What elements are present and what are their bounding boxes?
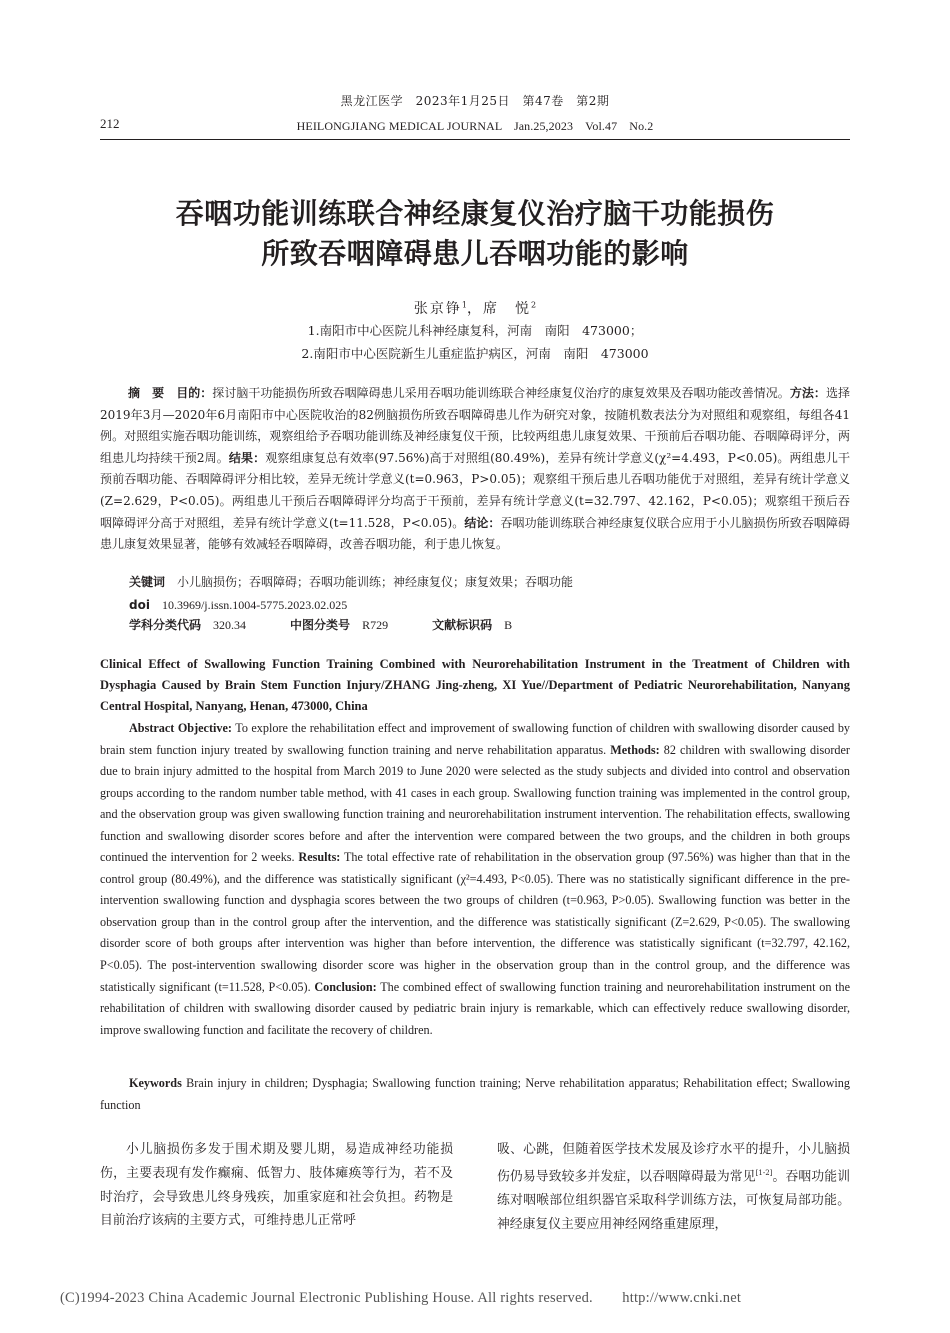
abstract-en-methods-label: Methods: <box>610 742 660 757</box>
abstract-en-objective: To explore the rehabilitation effect and improvement of swallowing function of children with swallowing disorder caused by brain stem function injury treated by swallowing function training and nerve rehabilitation apparatus. <box>100 721 851 757</box>
abstract-en-results-label: Results: <box>298 850 341 865</box>
keywords-cn-label: 关键词 <box>129 575 166 589</box>
abstract-cn-objective-label: 目的： <box>176 386 213 400</box>
abstract-cn-label: 摘 要 <box>128 386 165 400</box>
author-list <box>100 298 850 318</box>
header-rule <box>100 139 850 140</box>
subject-code-label: 学科分类代码 <box>129 618 202 632</box>
keywords-cn-text: 小儿脑损伤；吞咽障碍；吞咽功能训练；神经康复仪；康复效果；吞咽功能 <box>177 575 574 589</box>
english-title: Clinical Effect of Swallowing Function Training Combined with Neurorehabilitation Instrument in the Treatment of Children with Dysphagia Caused by Brain Stem Function Injury/ZHANG Jing-zheng, XI Yue//Department of Pediatric Neurorehabilitation, Nanyang Central Hospital, Nanyang, Henan, 473000, China <box>100 657 850 713</box>
abstract-cn-result: 观察组康复总有效率(97.56%)高于对照组(80.49%)，差异有统计学意义(χ²=4.493，P<0.05)。两组患儿干预前吞咽功能、吞咽障碍评分相比较，差异无统计学意义(t=0.963，P>0.05)；观察组干预后患儿吞咽功能优于对照组，差异有统计学意义(Z=2.629，P<0.05)。两组患儿干预后吞咽障碍评分均高于干预前，差异有统计学意义(t=32.797、42.162，P<0.05)；观察组干预后吞咽障碍评分高于对照组，差异有统计学意义(t=11.528，P<0.05)。 <box>100 450 850 530</box>
author-1-affil: 1 <box>461 300 467 310</box>
title-line-2: 所致吞咽障碍患儿吞咽功能的影响 <box>261 237 689 270</box>
doc-code-label: 文献标识码 <box>432 618 493 632</box>
page-number: 212 <box>100 116 120 131</box>
doi-value[interactable]: 10.3969/j.issn.1004-5775.2023.02.025 <box>161 598 348 612</box>
abstract-cn-method-label: 方法： <box>789 386 826 400</box>
abstract-cn-conclusion-label: 结论： <box>464 515 501 530</box>
abstract-en-methods: 82 children with swallowing disorder due to brain injury admitted to the hospital from March 2019 to June 2020 were selected as the study subjects and divided into control and observation groups according to the random number table method, with 41 cases in each group. Swallowing function training was implemented in the control group, and the observation group was given swallowing function training and neurorehabilitation instrument intervention. The rehabilitation effects, swallowing function and swallowing disorder scores before and after the intervention were compared between the two groups, and the children in both groups continued the intervention for 2 weeks. <box>100 742 850 865</box>
classification-line <box>129 616 512 633</box>
author-1: 张京铮 <box>413 301 462 317</box>
doi-label: doi <box>129 598 150 612</box>
body-column-right <box>497 1138 850 1236</box>
keywords-en-text: Brain injury in children; Dysphagia; Swallowing function training; Nerve rehabilitation apparatus; Rehabilitation effect; Swallowing function <box>100 1076 850 1112</box>
abstract-cn-method: 选择2019年3月—2020年6月南阳市中心医院收治的82例脑损伤所致吞咽障碍患儿作为研究对象，按随机数表法分为对照组和观察组，每组各41例。对照组实施吞咽功能训练，观察组给予吞咽功能训练及神经康复仪干预，比较两组患儿康复效果、干预前后吞咽功能、吞咽障碍评分，两组患儿均持续干预2周。 <box>100 386 850 465</box>
author-2-affil: 2 <box>531 300 537 310</box>
keywords-cn <box>129 573 849 590</box>
subject-code-value: 320.34 <box>213 618 247 632</box>
clc-value: R729 <box>362 618 389 632</box>
author-2: 席 悦 <box>483 301 531 317</box>
affiliation-2: 2.南阳市中心医院新生儿重症监护病区，河南 南阳 473000 <box>301 346 649 361</box>
abstract-cn-result-label: 结果： <box>228 450 266 465</box>
author-separator: ， <box>467 301 483 317</box>
copyright-footer: (C)1994-2023 China Academic Journal Electronic Publishing House. All rights reserved. http://www.cnki.net <box>60 1290 742 1306</box>
citation[interactable]: [1-2] <box>755 1168 773 1177</box>
doi-line <box>129 596 347 613</box>
body-right-part2: 。吞咽功能训练对咽喉部位组织器官采取科学训练方法，可恢复局部功能。神经康复仪主要应用神经网络重建原理， <box>497 1169 851 1232</box>
abstract-cn-conclusion: 吞咽功能训练联合神经康复仪联合应用于小儿脑损伤所致吞咽障碍患儿康复效果显著，能够有效减轻吞咽障碍，改善吞咽功能，利于患儿恢复。 <box>100 515 850 552</box>
abstract-en <box>100 718 850 1041</box>
abstract-en-objective-label: Objective: <box>177 721 232 735</box>
abstract-cn <box>100 383 850 556</box>
title-line-1: 吞咽功能训练联合神经康复仪治疗脑干功能损伤 <box>175 197 775 230</box>
journal-header-en: HEILONGJIANG MEDICAL JOURNAL Jan.25,2023 Vol.47 No.2 <box>296 119 654 133</box>
abstract-cn-objective: 探讨脑干功能损伤所致吞咽障碍患儿采用吞咽功能训练联合神经康复仪治疗的康复效果及吞咽功能改善情况。 <box>212 386 790 400</box>
doc-code-value: B <box>504 618 513 632</box>
clc-label: 中图分类号 <box>290 618 351 632</box>
abstract-en-results: The total effective rate of rehabilitation in the observation group (97.56%) was higher than that in the control group (80.49%), and the difference was statistically significant (χ²=4.493, P<0.05). There was no statistically significant difference in the pre-intervention swallowing function and dysphagia scores between the two groups of children (t=0.963, P>0.05). Swallowing function was better in the observation group than in the control group after the intervention, and the difference was statistically significant (Z=2.629, P<0.05). The swallowing disorder score of both groups after intervention was higher than before intervention, the difference was statistically significant (t=32.797, 42.162, P<0.05). The post-intervention swallowing disorder score was higher in the observation group than in the control group, and the difference was statistically significant (t=11.528, P<0.05). <box>100 850 851 994</box>
article-title <box>100 194 850 274</box>
abstract-en-conclusion: The combined effect of swallowing function training and neurorehabilitation instrument on the rehabilitation of children with swallowing disorder caused by pediatric brain injury is remarkable, which can effectively reduce swallowing disorder, improve swallowing function and facilitate the recovery of children. <box>100 979 851 1037</box>
keywords-en-label: Keywords <box>129 1076 182 1090</box>
keywords-en <box>100 1073 850 1116</box>
affiliation-1: 1.南阳市中心医院儿科神经康复科，河南 南阳 473000； <box>307 323 643 338</box>
journal-header-cn: 黑龙江医学 2023年1月25日 第47卷 第2期 <box>340 94 610 108</box>
body-right-part1: 吸、心跳，但随着医学技术发展及诊疗水平的提升，小儿脑损伤仍易导致较多并发症，以吞咽障碍最为常见 <box>497 1142 850 1185</box>
abstract-en-conclusion-label: Conclusion: <box>314 979 377 994</box>
abstract-en-label: Abstract <box>129 721 175 735</box>
body-column-left: 小儿脑损伤多发于围术期及婴儿期，易造成神经功能损伤，主要表现有发作癫痫、低智力、肢体瘫痪等行为，若不及时治疗，会导致患儿终身残疾，加重家庭和社会负担。药物是目前治疗该病的主要方式，可维持患儿正常呼 <box>100 1142 453 1229</box>
